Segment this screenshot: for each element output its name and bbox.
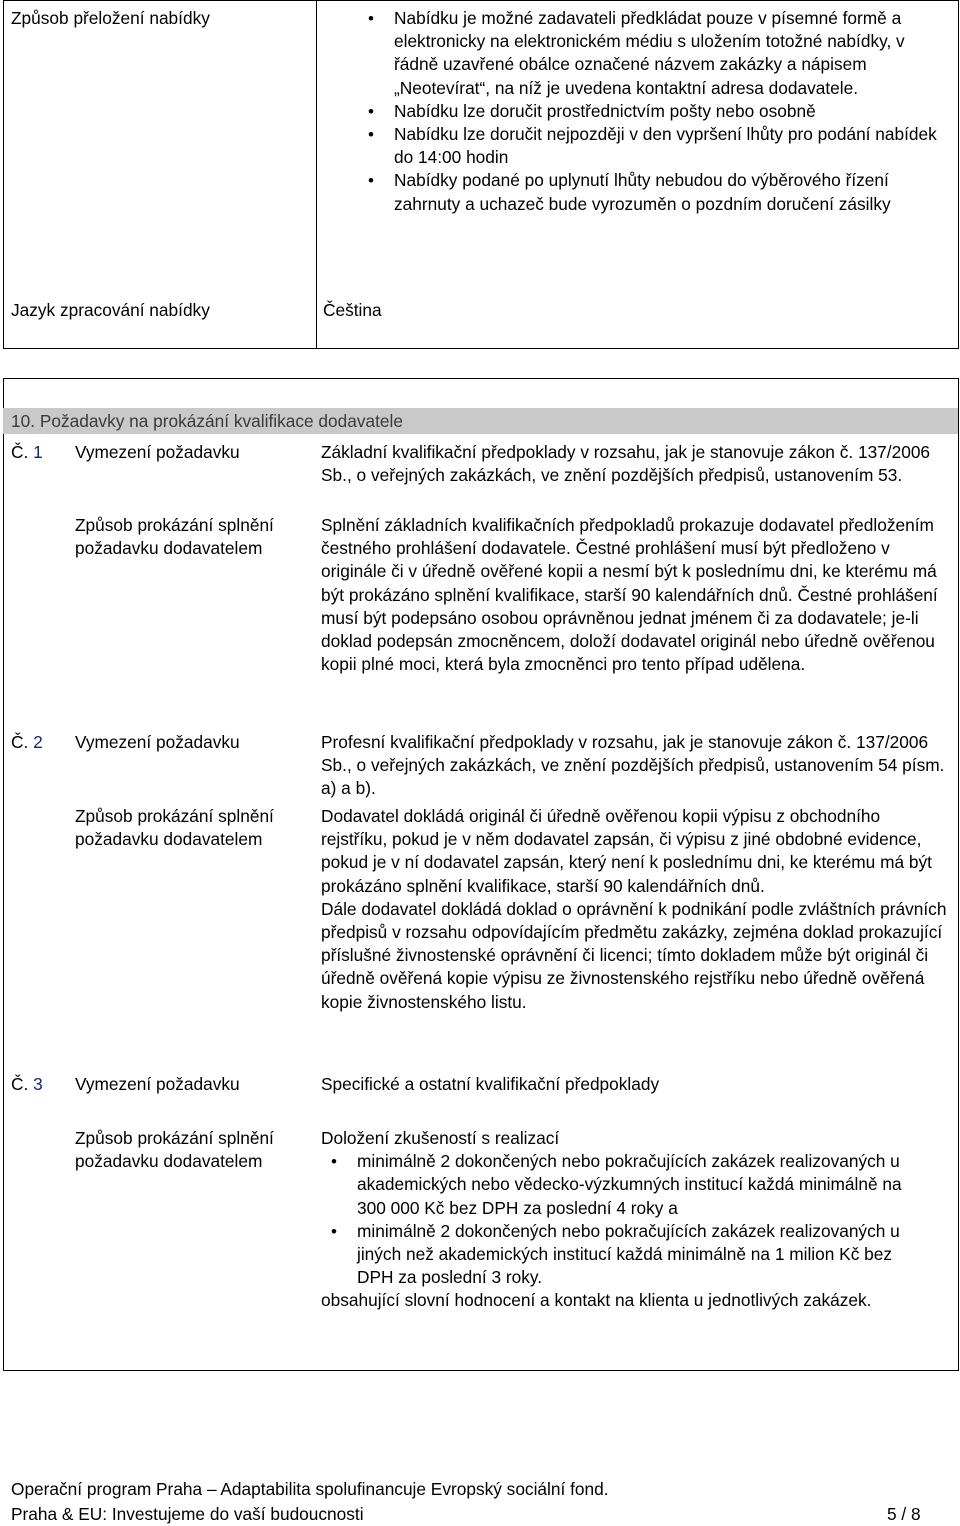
requirement-prefix: Č. — [11, 732, 29, 752]
method-paragraph: Dále dodavatel dokládá doklad o oprávnění k podnikání podle zvláštních právních předpisů v rozsahu odpovídajícím předmětu zakázky, zejména doklad prokazující příslušné živnostenské oprávnění či licenci; tímto dokladem může být originál či úředně ověřená kopie výpisu ze živnostenského rejstříku nebo úředně ověřená kopie živnostenského listu. — [321, 898, 947, 1012]
experience-list — [321, 1150, 915, 1289]
method-label: Způsob prokázání splnění požadavku dodavatelem — [75, 515, 274, 559]
footer-line-1: Operační program Praha – Adaptabilita spolufinancuje Evropský sociální fond. — [11, 1479, 609, 1499]
requirement-3-method — [321, 1127, 951, 1313]
requirement-number-2 — [11, 731, 43, 754]
list-item: • Nabídku je možné zadavateli předkládat pouze v písemné formě a elektronicky na elektronickém médiu s uložením totožné nabídky, v řádně uzavřené obálce označené názvem zakázky a nápisem „Neotevírat“, na níž je uvedena kontaktní adresa dodavatele. — [362, 7, 942, 100]
list-item: • Nabídku lze doručit prostřednictvím pošty nebo osobně — [362, 100, 942, 123]
page-number: 5 / 8 — [887, 1504, 921, 1524]
requirement-number-1 — [11, 441, 43, 464]
requirement-label: Vymezení požadavku — [75, 732, 240, 752]
method-label: Způsob prokázání splnění požadavku dodavatelem — [75, 806, 274, 850]
footer-line-2: Praha & EU: Investujeme do vaší budoucnosti — [11, 1504, 364, 1524]
requirement-3-definition: Specifické a ostatní kvalifikační předpoklady — [321, 1074, 660, 1094]
requirement-prefix: Č. — [11, 1074, 29, 1094]
table-divider — [316, 1, 317, 348]
requirement-number-3 — [11, 1073, 43, 1096]
requirement-num: 1 — [33, 442, 43, 462]
language-label: Jazyk zpracování nabídky — [11, 300, 210, 320]
requirement-num: 3 — [33, 1074, 43, 1094]
method-outro: obsahující slovní hodnocení a kontakt na klienta u jednotlivých zakázek. — [321, 1290, 872, 1311]
language-value: Čeština — [323, 300, 382, 320]
requirement-label: Vymezení požadavku — [75, 442, 240, 462]
method-intro: Doložení zkušeností s realizací — [321, 1128, 560, 1148]
list-item: • minimálně 2 dokončených nebo pokračujících zakázek realizovaných u akademických nebo vědecko-výzkumných institucí každá minimálně na 300 000 Kč bez DPH za poslední 4 roky a — [325, 1150, 915, 1220]
requirement-2-definition: Profesní kvalifikační předpoklady v rozsahu, jak je stanovuje zákon č. 137/2006 Sb., o veřejných zakázkách, ve znění pozdějších předpisů, ustanovením 54 písm. a) a b). — [321, 732, 945, 799]
method-label: Způsob prokázání splnění požadavku dodavatelem — [75, 1128, 274, 1172]
requirement-1-definition: Základní kvalifikační předpoklady v rozsahu, jak je stanovuje zákon č. 137/2006 Sb., o veřejných zakázkách, ve znění pozdějších předpisů, ustanovením 53. — [321, 442, 931, 486]
list-item: • Nabídku lze doručit nejpozději v den vypršení lhůty pro podání nabídek do 14:00 hodin — [362, 123, 942, 169]
submission-method-label: Způsob přeložení nabídky — [11, 8, 210, 28]
requirement-prefix: Č. — [11, 442, 29, 462]
requirement-label: Vymezení požadavku — [75, 1074, 240, 1094]
requirement-2-method — [321, 805, 951, 1014]
list-item: • Nabídky podané po uplynutí lhůty nebudou do výběrového řízení zahrnuty a uchazeč bude vyrozuměn o pozdním doručení zásilky — [362, 169, 942, 215]
section-title: 10. Požadavky na prokázání kvalifikace dodavatele — [11, 411, 403, 431]
requirement-num: 2 — [33, 732, 43, 752]
list-item: • minimálně 2 dokončených nebo pokračujících zakázek realizovaných u jiných než akademických institucí každá minimálně na 1 milion Kč bez DPH za poslední 3 roky. — [325, 1220, 915, 1290]
requirement-1-method: Splnění základních kvalifikačních předpokladů prokazuje dodavatel předložením čestného prohlášení dodavatele. Čestné prohlášení musí být předloženo v originále či v úředně ověřené kopii a nesmí být k poslednímu dni, ke kterému má být prokázáno splnění kvalifikace, starší 90 kalendářních dnů. Čestné prohlášení musí být podepsáno osobou oprávněnou jednat jménem či za dodavatele; je-li doklad podepsán zmocněncem, doloží dodavatel originál nebo úředně ověřenou kopii plné moci, která byla zmocněnci pro tento případ udělena. — [321, 515, 938, 675]
submission-method-list — [362, 7, 942, 216]
method-paragraph: Dodavatel dokládá originál či úředně ověřenou kopii výpisu z obchodního rejstříku, pokud je v něm dodavatel zapsán, či výpisu z jiné obdobné evidence, pokud je v ní dodavatel zapsán, který není k poslednímu dni, ke kterému má být prokázáno splnění kvalifikace, starší 90 kalendářních dnů. — [321, 806, 932, 896]
